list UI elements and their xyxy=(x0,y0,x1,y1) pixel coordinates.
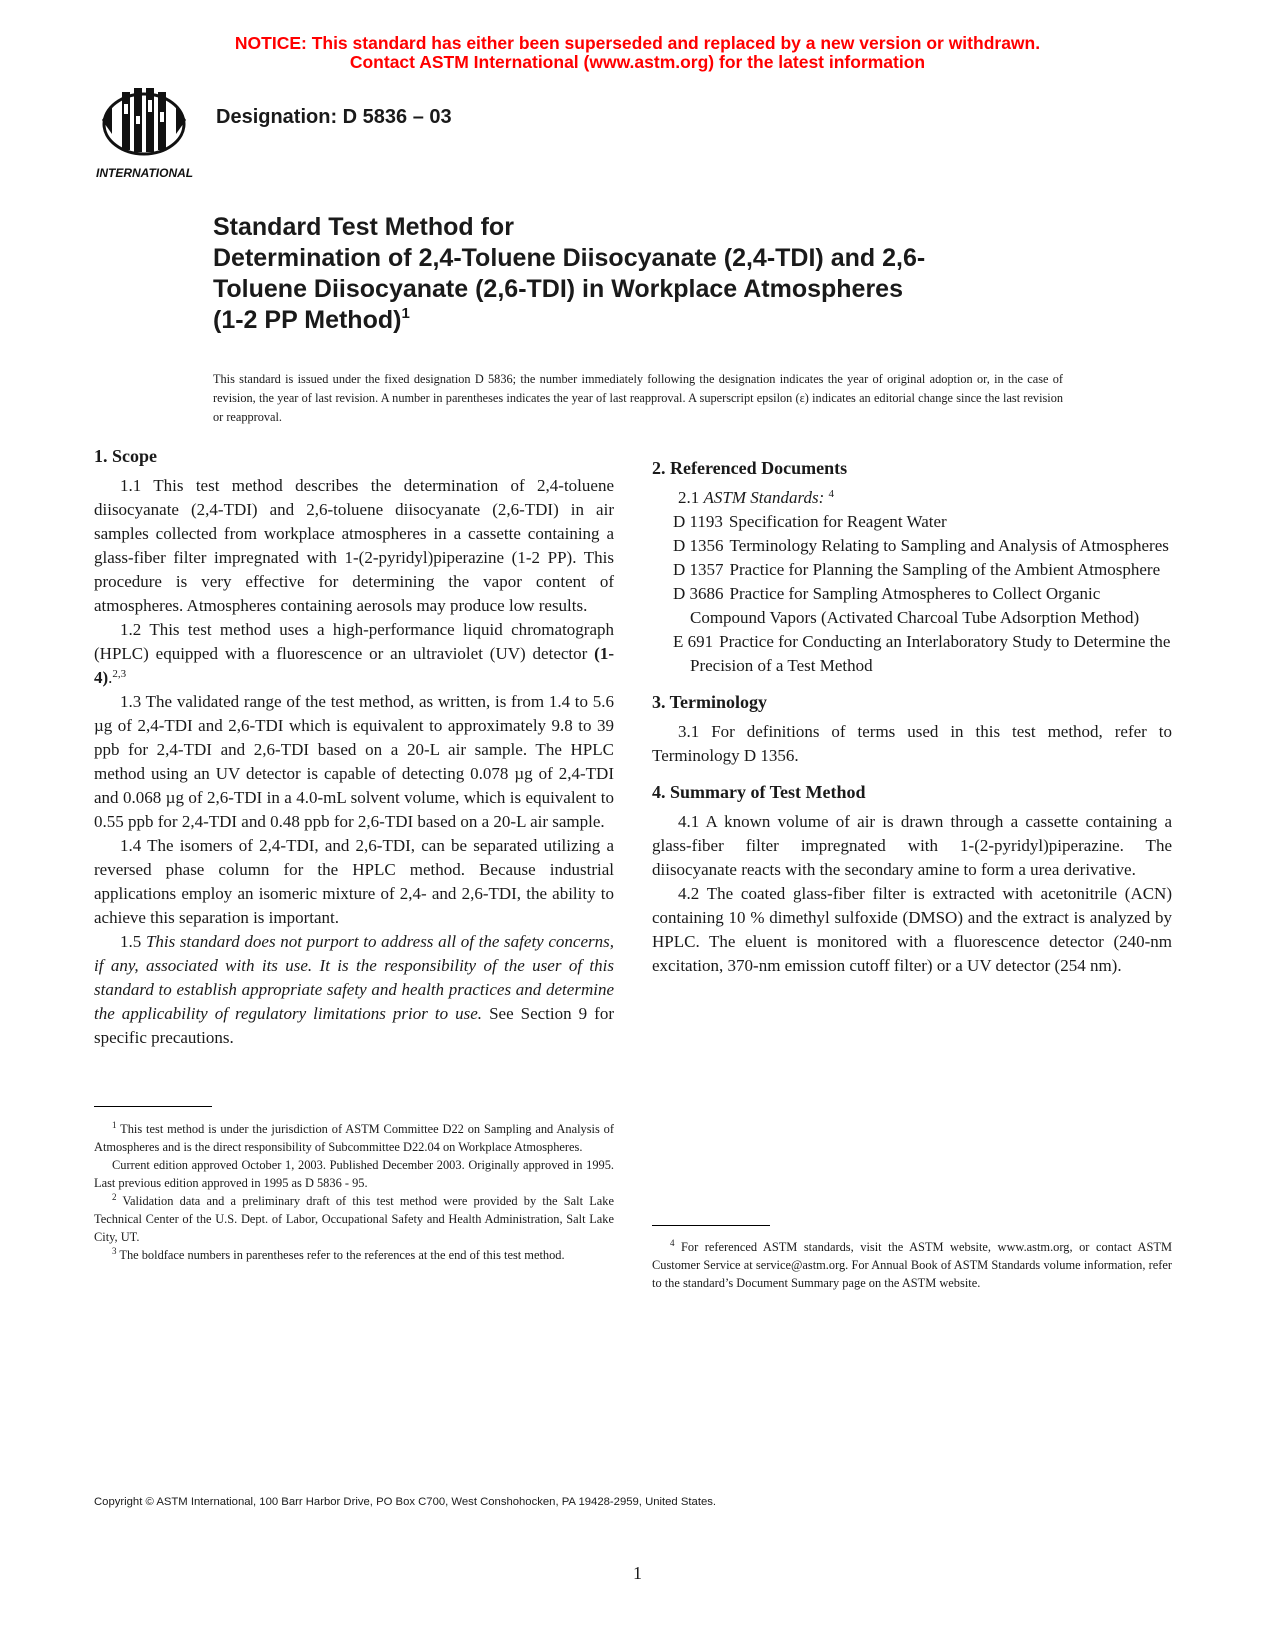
referenced-list xyxy=(652,510,1172,678)
footnotes-left xyxy=(94,1120,614,1264)
scope-1-2-text: 1.2 This test method uses a high-performance liquid chromatograph (HPLC) equipped with a fluorescence or an ultraviolet (UV) detector xyxy=(94,620,614,663)
footnote-4-mark: 4 xyxy=(670,1238,675,1248)
summary-heading: 4. Summary of Test Method xyxy=(652,782,866,802)
footnote-2-mark: 2 xyxy=(112,1192,117,1202)
scope-1-5-num: 1.5 xyxy=(120,932,146,951)
reference-title: Terminology Relating to Sampling and Analysis of Atmospheres xyxy=(729,536,1169,555)
footnote-divider-left xyxy=(94,1106,212,1107)
issued-note: This standard is issued under the fixed designation D 5836; the number immediately following the designation indicates the year of original adoption or, in the case of revision, the year of last revision. A number in parentheses indicates the year of last reapproval. A superscript epsilon (ε) indicates an editorial change since the last revision or reapproval. xyxy=(213,372,1063,424)
scope-1-2-sup: 2,3 xyxy=(112,668,127,680)
reference-code: E 691 xyxy=(673,632,714,651)
notice-line-2: Contact ASTM International (www.astm.org) for the latest information xyxy=(349,52,926,72)
reference-code: D 1356 xyxy=(673,536,724,555)
footnote-3 xyxy=(94,1246,614,1264)
scope-paragraph-1-3: 1.3 The validated range of the test method, as written, is from 1.4 to 5.6 µg of 2,4-TDI and 2,6-TDI which is equivalent to approximately 9.8 to 39 ppb for 2,4-TDI and 2,6-TDI based on a 20-L air sample. The HPLC method using an UV detector is capable of detecting 0.078 µg of 2,4-TDI and 0.068 µg of 2,6-TDI in a 4.0-mL solvent volume, which is equivalent to 0.55 ppb for 2,4-TDI and 0.48 ppb for 2,6-TDI based on a 20-L air sample. xyxy=(94,692,614,831)
list-item xyxy=(652,510,1172,534)
summary-paragraph-4-2: 4.2 The coated glass-fiber filter is extracted with acetonitrile (ACN) containing 10 % dimethyl sulfoxide (DMSO) and the extract is analyzed by HPLC. The eluent is monitored with a fluorescence detector (240-nm excitation, 370-nm emission cutoff filter) or a UV detector (254 nm). xyxy=(652,884,1172,975)
scope-paragraph-1-1: 1.1 This test method describes the determination of 2,4-toluene diisocyanate (2,4-TDI) and 2,6-toluene diisocyanate (2,6-TDI) in air samples collected from workplace atmospheres in a cassette containing a glass-fiber filter impregnated with 1-(2-pyridyl)piperazine (1-2 PP). This procedure is very effective for determining the vapor content of atmospheres. Atmospheres containing aerosols may produce low results. xyxy=(94,476,614,615)
footnote-1-text: This test method is under the jurisdiction of ASTM Committee D22 on Sampling and Analysis of Atmospheres and is the direct responsibility of Subcommittee D22.04 on Workplace Atmospheres. xyxy=(94,1122,614,1154)
footnote-1-edition: Current edition approved October 1, 2003. Published December 2003. Originally approved in 1995. Last previous edition approved in 1995 as D 5836 - 95. xyxy=(94,1158,614,1190)
footnote-2 xyxy=(94,1192,614,1246)
footnote-3-mark: 3 xyxy=(112,1246,117,1256)
referenced-sub-sup: 4 xyxy=(828,488,834,500)
left-column xyxy=(94,444,614,1050)
terminology-heading: 3. Terminology xyxy=(652,692,768,712)
reference-code: D 3686 xyxy=(673,584,724,603)
title-line-3: Toluene Diisocyanate (2,6-TDI) in Workplace Atmospheres xyxy=(213,275,903,303)
astm-standards-subheading xyxy=(652,486,1172,510)
scope-heading: 1. Scope xyxy=(94,446,157,466)
list-item xyxy=(652,534,1172,558)
terminology-paragraph-3-1: 3.1 For definitions of terms used in this test method, refer to Terminology D 1356. xyxy=(652,722,1172,765)
footnote-1-mark: 1 xyxy=(112,1120,117,1130)
withdrawal-notice xyxy=(0,34,1275,72)
footnote-3-text: The boldface numbers in parentheses refer to the references at the end of this test method. xyxy=(119,1248,565,1262)
astm-logo-icon xyxy=(94,86,200,184)
logo-text: INTERNATIONAL xyxy=(96,166,194,180)
list-item xyxy=(652,558,1172,582)
footnote-4-text: For referenced ASTM standards, visit the ASTM website, www.astm.org, or contact ASTM Customer Service at service@astm.org. For Annual Book of ASTM Standards volume information, refer to the standard’s Document Summary page on the ASTM website. xyxy=(652,1240,1172,1290)
scope-1-5-end: See Section 9 for specific precautions. xyxy=(94,1004,614,1047)
scope-1-2-end: . xyxy=(108,668,113,687)
referenced-sub-label: ASTM Standards: xyxy=(703,488,825,507)
page-number: 1 xyxy=(633,1563,642,1583)
scope-paragraph-1-4: 1.4 The isomers of 2,4-TDI, and 2,6-TDI, can be separated utilizing a reversed phase column for the HPLC method. Because industrial applications employ an isomeric mixture of 2,4- and 2,6-TDI, the ability to achieve this separation is important. xyxy=(94,836,614,927)
summary-paragraph-4-1: 4.1 A known volume of air is drawn through a cassette containing a glass-fiber filter impregnated with 1-(2-pyridyl)piperazine. The diisocyanate reacts with the secondary amine to form a urea derivative. xyxy=(652,812,1172,879)
list-item xyxy=(652,582,1172,630)
footnote-4 xyxy=(652,1238,1172,1292)
scope-paragraph-1-2 xyxy=(94,618,614,690)
scope-1-5-italic: This standard does not purport to address all of the safety concerns, if any, associated with its use. It is the responsibility of the user of this standard to establish appropriate safety and health practices and determine the applicability of regulatory limitations prior to use. xyxy=(94,932,615,1023)
reference-title: Practice for Planning the Sampling of the Ambient Atmosphere xyxy=(729,560,1161,579)
designation: Designation: D 5836 – 03 xyxy=(216,106,452,128)
footnote-divider-right xyxy=(652,1225,770,1226)
scope-paragraph-1-5 xyxy=(94,930,614,1050)
referenced-sub-num: 2.1 xyxy=(678,488,704,507)
reference-title: Practice for Sampling Atmospheres to Collect Organic Compound Vapors (Activated Charcoal Tube Adsorption Method) xyxy=(690,584,1140,627)
copyright-line: Copyright © ASTM International, 100 Barr Harbor Drive, PO Box C700, West Conshohocken, PA 19428-2959, United States. xyxy=(94,1496,717,1508)
notice-line-1: NOTICE: This standard has either been superseded and replaced by a new version or withdrawn. xyxy=(234,33,1041,53)
reference-code: D 1357 xyxy=(673,560,724,579)
footnote-1 xyxy=(94,1120,614,1156)
referenced-heading: 2. Referenced Documents xyxy=(652,458,848,478)
astm-logo-graphic xyxy=(94,86,200,184)
title-footnote-mark: 1 xyxy=(401,305,410,322)
reference-title: Specification for Reagent Water xyxy=(728,512,947,531)
footnotes-right xyxy=(652,1238,1172,1292)
list-item xyxy=(652,630,1172,678)
title-line-4: (1-2 PP Method) xyxy=(213,306,402,334)
title-line-2: Determination of 2,4-Toluene Diisocyanate (2,4-TDI) and 2,6- xyxy=(213,244,926,272)
scope-1-2-ref: (1-4) xyxy=(94,644,614,687)
reference-title: Practice for Conducting an Interlaboratory Study to Determine the Precision of a Test Method xyxy=(690,632,1171,675)
document-title xyxy=(213,212,1063,336)
right-column xyxy=(652,444,1172,978)
title-line-1: Standard Test Method for xyxy=(213,213,514,241)
footnote-2-text: Validation data and a preliminary draft of this test method were provided by the Salt Lake Technical Center of the U.S. Dept. of Labor, Occupational Safety and Health Administration, Salt Lake City, UT. xyxy=(94,1194,614,1244)
reference-code: D 1193 xyxy=(673,512,723,531)
